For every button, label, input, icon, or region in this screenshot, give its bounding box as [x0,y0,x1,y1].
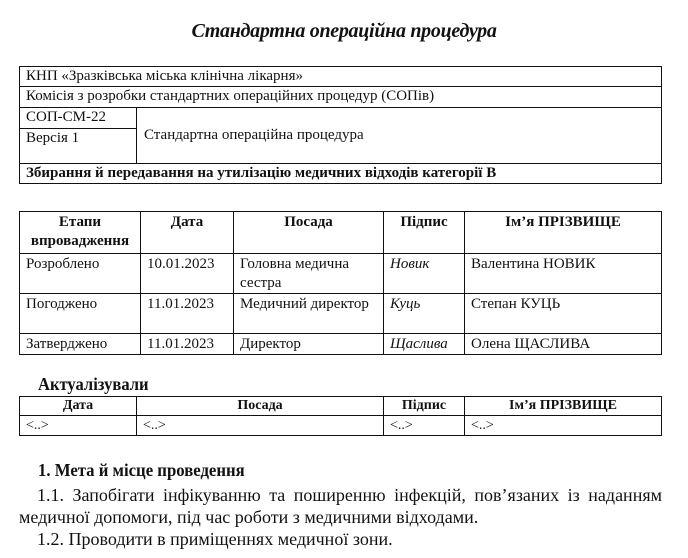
doc-type: Стандартна операційна процедура [137,108,662,164]
col-header-signature: Підпис [384,397,465,416]
stage-cell: Розроблено [20,254,141,294]
date-cell: 10.01.2023 [141,254,234,294]
signature-cell: <..> [384,416,465,436]
col-header-date: Дата [141,212,234,254]
table-row [20,294,662,334]
paragraph-1-1: 1.1. Запобігати інфікуванню та поширенню інфекцій, пов’язаних із наданням медичної допомоги, під час роботи з медичними відходами. [19,485,662,527]
table-row [20,416,662,436]
sop-subject: Збирання й передавання на утилізацію медичних відходів категорії В [20,164,662,184]
name-cell: <..> [465,416,662,436]
col-header-position: Посада [234,212,384,254]
col-header-stage: Етапи впровадження [20,212,141,254]
table-row [20,334,662,355]
name-cell: Олена ЩАСЛИВА [465,334,662,355]
document-title: Стандартна операційна процедура [191,20,497,42]
signature-cell: Куць [384,294,465,334]
position-cell: Головна медична сестра [234,254,384,294]
signature-cell: Новик [384,254,465,294]
col-header-position: Посада [137,397,384,416]
name-cell: Валентина НОВИК [465,254,662,294]
approval-table [19,211,662,355]
organization-name: КНП «Зразківська міська клінічна лікарня» [20,67,662,87]
position-cell: Директор [234,334,384,355]
stage-cell: Затверджено [20,334,141,355]
col-header-name: Ім’я ПРІЗВИЩЕ [465,212,662,254]
updates-heading: Актуалізували [38,374,149,394]
sop-header-table [19,66,662,184]
col-header-name: Ім’я ПРІЗВИЩЕ [465,397,662,416]
sop-code: СОП-СМ-22 [20,108,137,129]
table-row [20,254,662,294]
section-heading: 1. Мета й місце проведення [38,460,245,480]
date-cell: 11.01.2023 [141,334,234,355]
position-cell: Медичний директор [234,294,384,334]
name-cell: Степан КУЦЬ [465,294,662,334]
date-cell: 11.01.2023 [141,294,234,334]
position-cell: <..> [137,416,384,436]
col-header-date: Дата [20,397,137,416]
sop-version: Версія 1 [20,129,137,164]
date-cell: <..> [20,416,137,436]
commission-name: Комісія з розробки стандартних операційних процедур (СОПів) [20,87,662,108]
paragraph-1-2: 1.2. Проводити в приміщеннях медичної зони. [37,529,393,549]
signature-cell: Щаслива [384,334,465,355]
col-header-signature: Підпис [384,212,465,254]
stage-cell: Погоджено [20,294,141,334]
updates-table [19,396,662,436]
